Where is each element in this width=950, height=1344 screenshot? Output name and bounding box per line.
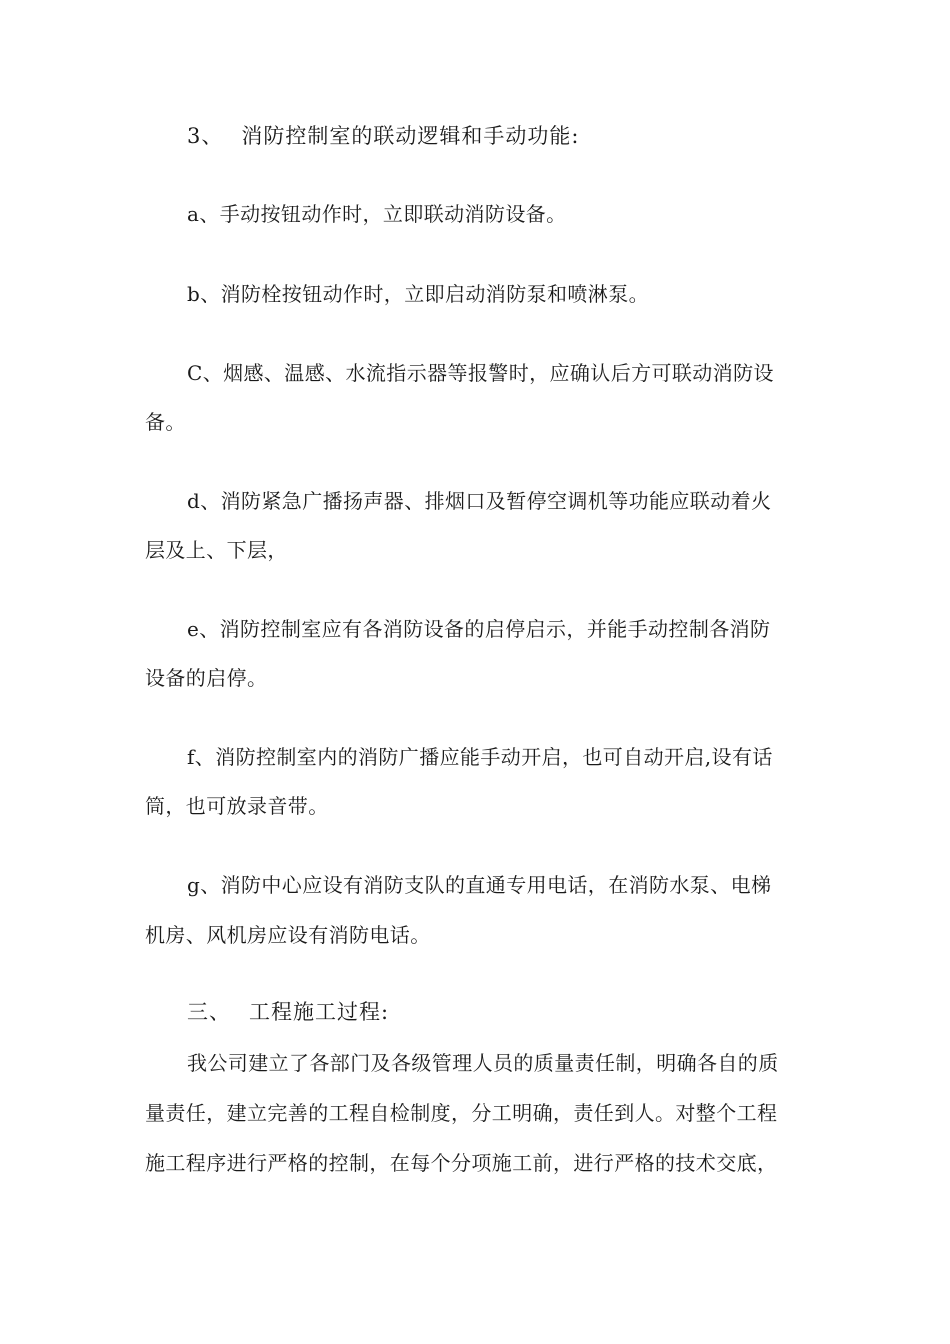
item-c-line-1: C、烟感、温感、水流指示器等报警时，应确认后方可联动消防设	[187, 361, 774, 385]
item-b: b、消防栓按钮动作时，立即启动消防泵和喷淋泵。	[187, 282, 650, 306]
section-3-heading	[187, 124, 579, 148]
item-f-line-2: 筒，也可放录音带。	[145, 794, 329, 818]
paragraph-line-3: 施工程序进行严格的控制，在每个分项施工前，进行严格的技术交底，	[145, 1151, 778, 1175]
item-e-line-1: e、消防控制室应有各消防设备的启停启示，并能手动控制各消防	[187, 617, 771, 641]
item-g-line-1: g、消防中心应设有消防支队的直通专用电话，在消防水泵、电梯	[187, 873, 772, 897]
item-d-line-1: d、消防紧急广播扬声器、排烟口及暂停空调机等功能应联动着火	[187, 489, 772, 513]
section-3-title: 消防控制室的联动逻辑和手动功能:	[241, 124, 580, 148]
section-three-heading	[187, 1000, 389, 1024]
section-3-number: 3、	[187, 124, 224, 148]
section-three-number: 三、	[187, 1000, 231, 1024]
paragraph-line-1: 我公司建立了各部门及各级管理人员的质量责任制，明确各自的质	[187, 1051, 779, 1075]
item-d-line-2: 层及上、下层，	[145, 538, 288, 562]
paragraph-line-2: 量责任，建立完善的工程自检制度，分工明确，责任到人。对整个工程	[145, 1101, 778, 1125]
section-three-title: 工程施工过程:	[249, 1000, 390, 1024]
item-c-line-2: 备。	[145, 410, 186, 434]
item-a: a、手动按钮动作时，立即联动消防设备。	[187, 202, 567, 226]
item-e-line-2: 设备的启停。	[145, 666, 268, 690]
item-g-line-2: 机房、风机房应设有消防电话。	[145, 923, 431, 947]
item-f-line-1: f、消防控制室内的消防广播应能手动开启，也可自动开启,设有话	[187, 745, 773, 769]
